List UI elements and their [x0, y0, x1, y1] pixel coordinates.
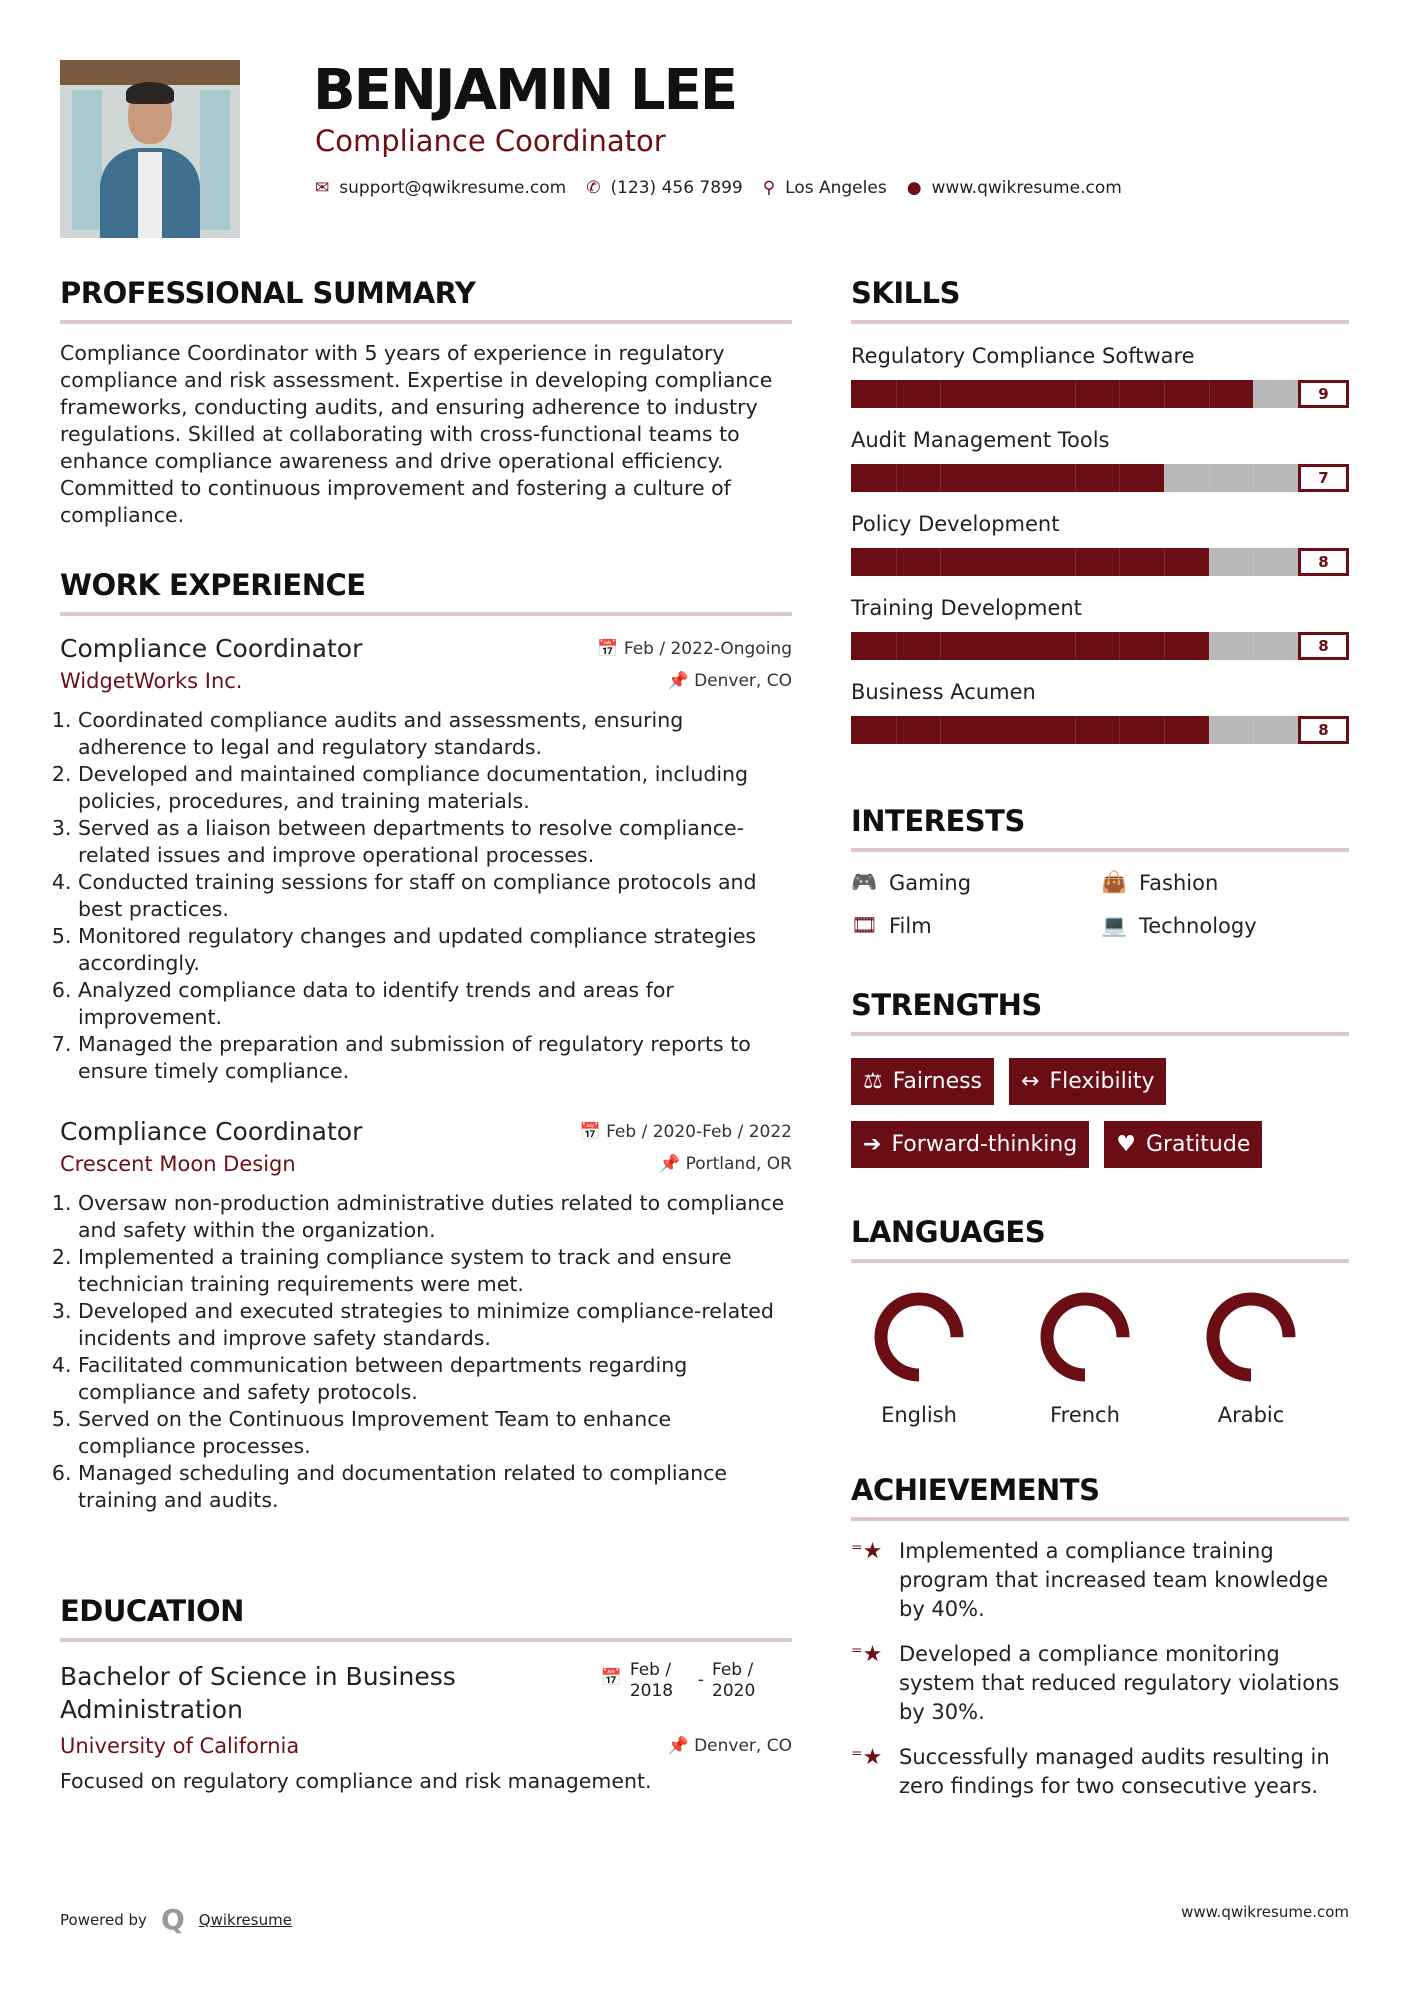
job-bullets: [60, 707, 792, 1085]
edu-start-date: Feb / 2018: [629, 1660, 674, 1701]
divider: [60, 612, 792, 616]
job-title: Compliance Coordinator: [60, 1117, 363, 1146]
skill-bar-fill: [851, 548, 1209, 576]
pin-icon: 📌: [667, 1736, 689, 1756]
language-item: [1017, 1291, 1183, 1427]
strength-label: Forward-thinking: [891, 1132, 1078, 1157]
divider: [60, 320, 792, 324]
school: University of California: [60, 1734, 300, 1758]
job-location: Denver, CO: [694, 671, 792, 691]
laptop-icon: 💻: [1101, 913, 1128, 937]
section-heading: WORK EXPERIENCE: [60, 568, 366, 602]
company-name: WidgetWorks Inc.: [60, 669, 243, 693]
company-name: Crescent Moon Design: [60, 1152, 296, 1176]
skill-score: 7: [1298, 464, 1349, 492]
strength-label: Gratitude: [1145, 1132, 1251, 1157]
skill-score: 9: [1298, 380, 1349, 408]
experience-section: [60, 568, 792, 1514]
skill-item: [851, 428, 1349, 492]
profile-photo: [60, 60, 240, 238]
skill-bar-fill: [851, 380, 1253, 408]
section-heading: STRENGTHS: [851, 988, 1042, 1022]
divider: [851, 1259, 1349, 1263]
job-bullet: 1. Coordinated compliance audits and assessments, ensuring adherence to legal and regulatory standards.: [78, 707, 792, 761]
date-separator: -: [697, 1670, 704, 1690]
contact-location: Los Angeles: [785, 178, 887, 198]
interest-item: [851, 913, 1101, 938]
achievement-item: [851, 1640, 1349, 1727]
job-bullet: 5. Monitored regulatory changes and updated compliance strategies accordingly.: [78, 923, 792, 977]
skill-bar-fill: [851, 716, 1209, 744]
job-bullet: 6. Analyzed compliance data to identify trends and areas for improvement.: [78, 977, 792, 1031]
skill-bar-fill: [851, 632, 1209, 660]
divider: [851, 1032, 1349, 1036]
skill-score: 8: [1298, 716, 1349, 744]
contact-email[interactable]: support@qwikresume.com: [339, 178, 567, 198]
achievement-item: [851, 1743, 1349, 1801]
star-icon: ⁼★: [851, 1539, 883, 1564]
candidate-title: Compliance Coordinator: [315, 124, 666, 158]
job-bullet: 3. Developed and executed strategies to minimize compliance-related incidents and improve safety standards.: [78, 1298, 792, 1352]
job-location: Portland, OR: [685, 1154, 792, 1174]
skill-item: [851, 512, 1349, 576]
achievement-text: Implemented a compliance training program that increased team knowledge by 40%.: [899, 1539, 1329, 1621]
job-bullet: 4. Facilitated communication between departments regarding compliance and safety protocols.: [78, 1352, 792, 1406]
edu-description: Focused on regulatory compliance and risk management.: [60, 1769, 652, 1793]
pin-icon: 📌: [659, 1154, 681, 1174]
job-bullet: 2. Developed and maintained compliance documentation, including policies, procedures, and training materials.: [78, 761, 792, 815]
skill-item: [851, 680, 1349, 744]
skill-item: [851, 344, 1349, 408]
job-dates: Feb / 2020-Feb / 2022: [606, 1121, 792, 1142]
candidate-name: BENJAMIN LEE: [313, 58, 737, 123]
degree: Bachelor of Science in Business Administration: [60, 1662, 456, 1724]
section-heading: LANGUAGES: [851, 1215, 1046, 1249]
gamepad-icon: 🎮: [851, 870, 878, 894]
languages-section: [851, 1215, 1349, 1427]
envelope-icon: ✉: [315, 178, 330, 198]
summary-text: Compliance Coordinator with 5 years of experience in regulatory compliance and risk assessment. Expertise in developing compliance frameworks, conducting audits, and ensuring adherence to industry regulations. Skilled at collaborating with cross-functional teams to enhance compliance awareness and drive operational efficiency. Committed to continuous improvement and fostering a culture of compliance.: [60, 341, 773, 527]
job-bullet: 7. Managed the preparation and submission of regulatory reports to ensure timely compliance.: [78, 1031, 792, 1085]
star-icon: ⁼★: [851, 1642, 883, 1667]
arrow-right-icon: ➔: [863, 1132, 882, 1157]
divider: [851, 848, 1349, 852]
strength-label: Fairness: [892, 1069, 983, 1094]
strength-badge: [1104, 1121, 1262, 1168]
skill-item: [851, 596, 1349, 660]
job-bullet: 6. Managed scheduling and documentation related to compliance training and audits.: [78, 1460, 792, 1514]
skills-section: [851, 276, 1349, 764]
job-bullet: 3. Served as a liaison between departments to resolve compliance-related issues and improve operational processes.: [78, 815, 792, 869]
scale-icon: ⚖: [863, 1069, 883, 1094]
language-level-ring: [1205, 1291, 1297, 1383]
interest-label: Technology: [1139, 913, 1257, 938]
job-bullets: [60, 1190, 792, 1514]
skill-bar: [851, 632, 1298, 660]
divider: [851, 320, 1349, 324]
pin-icon: 📌: [667, 671, 689, 691]
strengths-section: [851, 988, 1349, 1168]
interests-section: [851, 804, 1349, 938]
language-label: French: [1050, 1403, 1120, 1427]
language-label: English: [881, 1403, 957, 1427]
section-heading: SKILLS: [851, 276, 960, 310]
language-item: [851, 1291, 1017, 1427]
job-bullet: 4. Conducted training sessions for staff on compliance protocols and best practices.: [78, 869, 792, 923]
job-entry: [60, 634, 792, 1085]
job-bullet: 1. Oversaw non-production administrative duties related to compliance and safety within the organization.: [78, 1190, 792, 1244]
strength-label: Flexibility: [1049, 1069, 1155, 1094]
arrows-horizontal-icon: ↔: [1021, 1069, 1040, 1094]
heart-icon: ♥: [1116, 1132, 1136, 1157]
language-label: Arabic: [1217, 1403, 1285, 1427]
job-bullet: 5. Served on the Continuous Improvement Team to enhance compliance processes.: [78, 1406, 792, 1460]
skill-label: Policy Development: [851, 512, 1060, 536]
skill-label: Training Development: [851, 596, 1082, 620]
section-heading: PROFESSIONAL SUMMARY: [60, 276, 476, 310]
powered-by-label: Powered by: [60, 1910, 147, 1929]
edu-location: Denver, CO: [694, 1736, 792, 1756]
section-heading: ACHIEVEMENTS: [851, 1473, 1100, 1507]
phone-icon: ✆: [586, 178, 601, 198]
strength-badge: [1009, 1058, 1166, 1105]
section-heading: INTERESTS: [851, 804, 1025, 838]
job-title: Compliance Coordinator: [60, 634, 363, 663]
film-icon: 🎞: [851, 913, 878, 937]
skill-bar: [851, 380, 1298, 408]
calendar-icon: 📅: [600, 1668, 622, 1688]
skill-score: 8: [1298, 632, 1349, 660]
job-entry: [60, 1117, 792, 1514]
interest-label: Fashion: [1139, 870, 1219, 895]
strength-badge: [851, 1121, 1089, 1168]
skill-bar: [851, 464, 1298, 492]
bag-icon: 👜: [1101, 870, 1128, 894]
skill-score: 8: [1298, 548, 1349, 576]
star-icon: ⁼★: [851, 1745, 883, 1770]
skill-label: Regulatory Compliance Software: [851, 344, 1195, 368]
divider: [851, 1517, 1349, 1521]
education-section: [60, 1594, 792, 1795]
job-bullet: 2. Implemented a training compliance system to track and ensure technician training requirements were met.: [78, 1244, 792, 1298]
footer-left: [60, 1903, 292, 1936]
skill-label: Business Acumen: [851, 680, 1036, 704]
footer-website[interactable]: www.qwikresume.com: [1181, 1903, 1349, 1921]
skill-bar: [851, 716, 1298, 744]
qwikresume-link[interactable]: Qwikresume: [198, 1910, 292, 1929]
interest-label: Gaming: [889, 870, 972, 895]
contact-phone[interactable]: (123) 456 7899: [610, 178, 743, 198]
strength-badge: [851, 1058, 994, 1105]
achievement-text: Successfully managed audits resulting in zero findings for two consecutive years.: [899, 1745, 1330, 1798]
globe-icon: ●: [906, 178, 922, 198]
calendar-icon: 📅: [597, 638, 619, 659]
job-dates: Feb / 2022-Ongoing: [623, 638, 792, 659]
skill-bar: [851, 548, 1298, 576]
divider: [60, 1638, 792, 1642]
edu-end-date: Feb / 2020: [712, 1660, 756, 1701]
summary-section: [60, 276, 792, 529]
calendar-icon: 📅: [579, 1121, 601, 1142]
qwikresume-logo-icon: Q: [160, 1903, 185, 1936]
skill-label: Audit Management Tools: [851, 428, 1110, 452]
language-level-ring: [1039, 1291, 1131, 1383]
achievement-text: Developed a compliance monitoring system that reduced regulatory violations by 30%.: [899, 1642, 1340, 1724]
interest-label: Film: [889, 913, 932, 938]
language-level-ring: [873, 1291, 965, 1383]
interest-item: [851, 870, 1101, 895]
skill-bar-fill: [851, 464, 1164, 492]
section-heading: EDUCATION: [60, 1594, 244, 1628]
achievements-section: [851, 1473, 1349, 1801]
contact-row: [315, 178, 1122, 198]
interest-item: [1101, 870, 1351, 895]
language-item: [1183, 1291, 1349, 1427]
achievement-item: [851, 1537, 1349, 1624]
interest-item: [1101, 913, 1351, 938]
map-pin-icon: ⚲: [762, 178, 776, 198]
contact-website[interactable]: www.qwikresume.com: [931, 178, 1122, 198]
